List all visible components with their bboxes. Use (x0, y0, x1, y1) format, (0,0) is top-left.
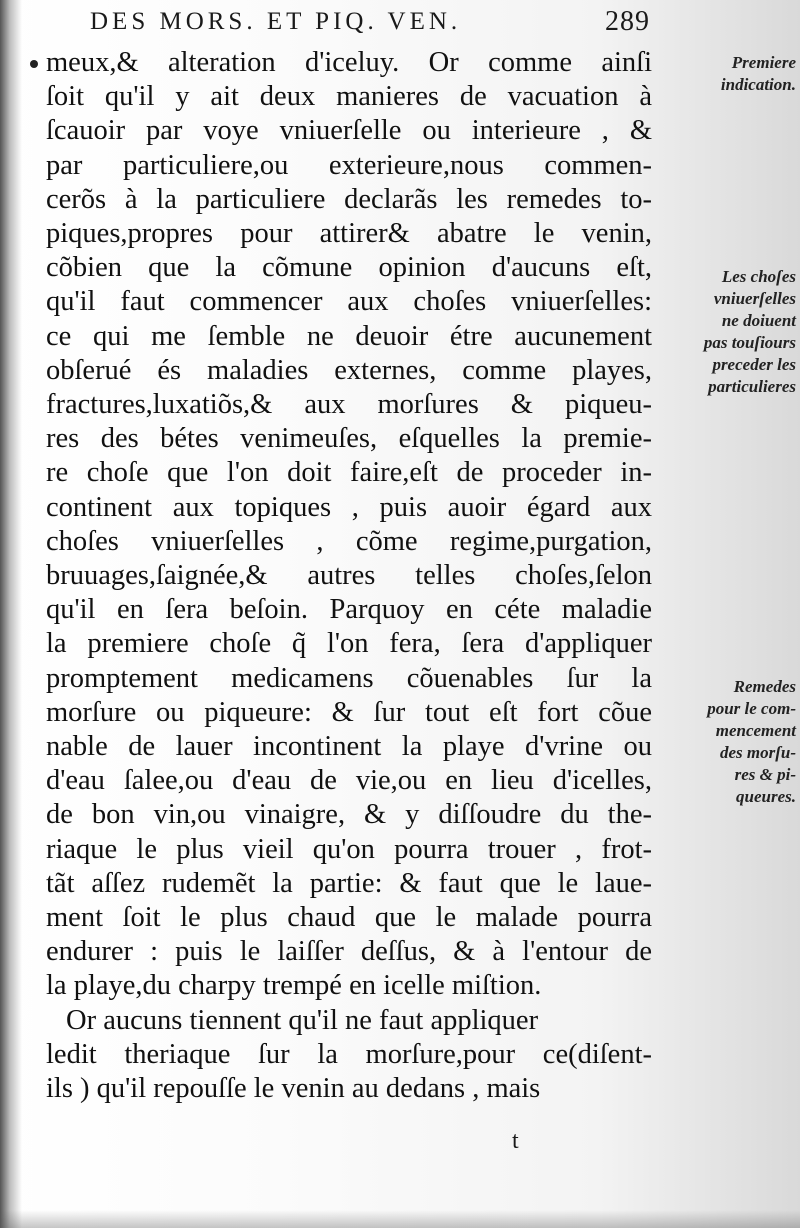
text-line: fractures,luxatiõs,& aux morſures & piqueu- (46, 389, 652, 421)
text-line: ſcauoir par voye vniuerſelle ou interieure , & (46, 115, 652, 147)
text-line: ſoit qu'il y ait deux manieres de vacuation à (46, 81, 652, 113)
text-line: ils ) qu'il repouſſe le venin au dedans , mais (46, 1073, 541, 1105)
text-line: ledit theriaque ſur la morſure,pour ce(diſent- (46, 1038, 652, 1070)
main-text-block (46, 46, 652, 1106)
text-line: ce qui me ſemble ne deuoir étre aucunement (46, 320, 652, 352)
margin-note-premiere-indication (646, 52, 796, 96)
margin-note-line: pour le com- (707, 699, 796, 718)
text-line: obſerué és maladies externes, comme playes, (46, 354, 652, 386)
text-line: la playe,du charpy trempé en icelle miſtion. (46, 970, 542, 1002)
margin-note-line: Premiere (731, 53, 796, 72)
text-line: Or aucuns tiennent qu'il ne faut appliquer (66, 1004, 539, 1036)
margin-note-line: vniuerſelles (713, 289, 796, 308)
text-line: res des bétes venimeuſes, eſquelles la premie- (46, 423, 652, 455)
text-line: tãt aſſez rudemẽt la partie: & faut que le laue- (46, 867, 652, 899)
text-line: promptement medicamens cõuenables ſur la (46, 662, 652, 694)
margin-note-choses-vniuerselles (646, 266, 796, 398)
margin-note-line: Les choſes (721, 267, 796, 286)
text-line: riaque le plus vieil qu'on pourra trouer , frot- (46, 833, 652, 865)
margin-note-line: Remedes (733, 677, 796, 696)
text-line: nable de lauer incontinent la playe d'vrine ou (46, 731, 652, 763)
text-line: meux,& alteration d'iceluy. Or comme ainſi (46, 47, 652, 78)
text-line: de bon vin,ou vinaigre, & y diſſoudre du the- (46, 799, 652, 831)
margin-note-remedes (646, 676, 796, 808)
page-bottom-shadow (0, 1210, 800, 1228)
text-line: qu'il en ſera beſoin. Parquoy en céte maladie (46, 594, 652, 626)
margin-note-line: indication. (720, 75, 796, 94)
text-line: choſes vniuerſelles , cõme regime,purgation, (46, 525, 652, 557)
text-line: la premiere choſe q̃ l'on fera, ſera d'appliquer (46, 628, 652, 660)
running-title: DES MORS. ET PIQ. VEN. (90, 8, 462, 35)
text-line: continent aux topiques , puis auoir égard aux (46, 491, 652, 523)
text-line: par particuliere,ou exterieure,nous commen- (46, 149, 652, 181)
signature-mark: t (512, 1128, 519, 1154)
margin-note-line: preceder les (712, 355, 796, 374)
text-line: bruuages,ſaignée,& autres telles choſes,ſelon (46, 560, 652, 592)
text-line: re choſe que l'on doit faire,eſt de proceder in- (46, 457, 652, 489)
text-line: d'eau ſalee,ou d'eau de vie,ou en lieu d'icelles, (46, 765, 652, 797)
text-line: endurer : puis le laiſſer deſſus, & à l'entour de (46, 936, 652, 968)
ink-dot (30, 60, 38, 68)
margin-note-line: res & pi- (734, 765, 796, 784)
margin-note-line: ne doiuent (721, 311, 796, 330)
text-line: cerõs à la particuliere declarãs les remedes to- (46, 183, 652, 215)
text-line: qu'il faut commencer aux choſes vniuerſelles: (46, 286, 652, 318)
margin-note-line: mencement (715, 721, 796, 740)
page-gutter-shadow (0, 0, 22, 1228)
text-line: morſure ou piqueure: & ſur tout eſt fort cõue (46, 696, 652, 728)
page-number: 289 (605, 6, 650, 37)
text-line: piques,propres pour attirer& abatre le venin, (46, 218, 652, 250)
margin-note-line: pas touſiours (703, 333, 796, 352)
text-line: ment ſoit le plus chaud que le malade pourra (46, 902, 652, 934)
running-header (90, 8, 650, 36)
margin-note-line: particulieres (708, 377, 796, 396)
margin-note-line: queures. (736, 787, 796, 806)
margin-note-line: des morſu- (719, 743, 796, 762)
text-line: cõbien que la cõmune opinion d'aucuns eſt, (46, 252, 652, 284)
